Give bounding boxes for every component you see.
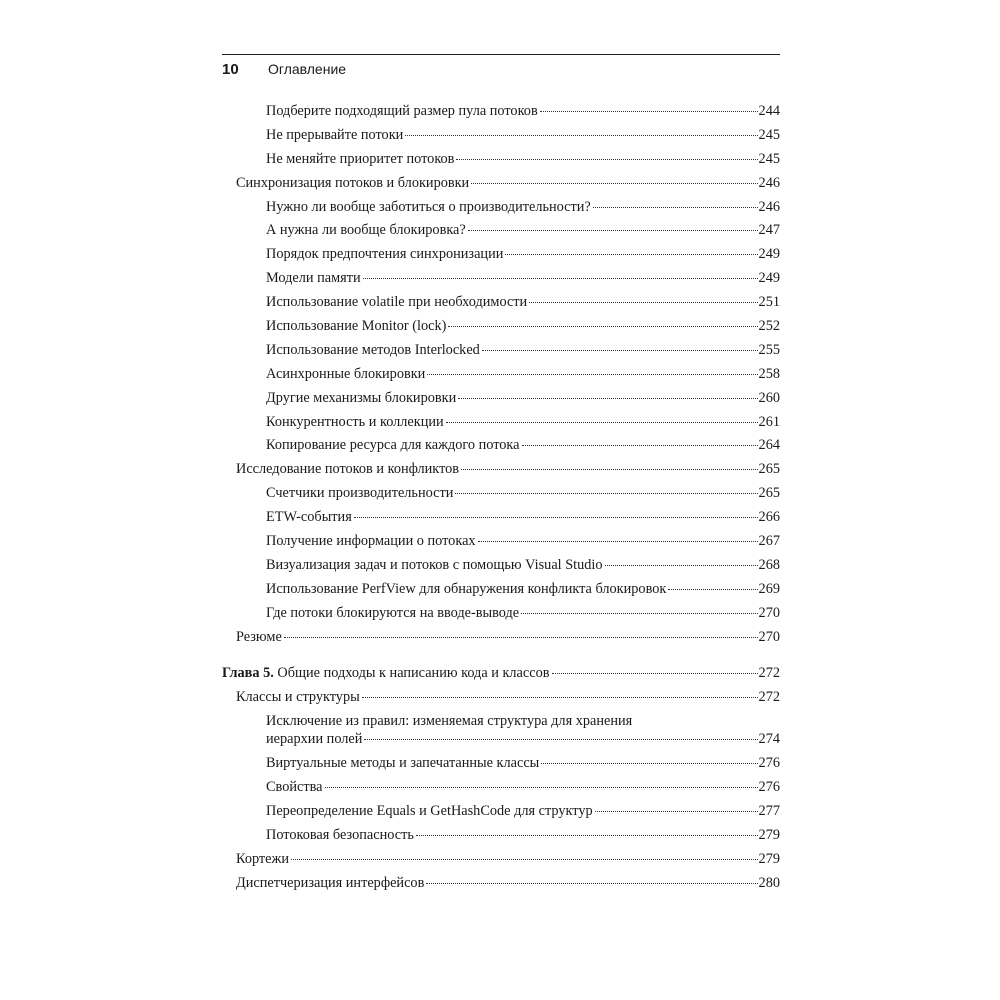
dot-leader	[363, 278, 758, 279]
toc-section	[222, 174, 780, 198]
chapter-label: Глава 5.	[222, 665, 274, 682]
dot-leader	[455, 493, 757, 494]
toc-entry-title: А нужна ли вообще блокировка?	[266, 222, 466, 239]
dot-leader	[362, 697, 758, 698]
toc-entry	[222, 150, 780, 174]
toc-entry-page: 264	[758, 437, 780, 454]
toc-entry-title: Конкурентность и коллекции	[266, 413, 444, 430]
toc-entry-title: Использование PerfView для обнаружения конфликта блокировок	[266, 580, 667, 597]
header-rule	[222, 54, 780, 55]
toc-entry-page: 245	[758, 126, 780, 143]
toc-entry-title: Использование методов Interlocked	[266, 341, 480, 358]
toc-entry	[222, 826, 780, 850]
dot-leader	[482, 350, 758, 351]
toc-entry-title: Асинхронные блокировки	[266, 365, 426, 382]
toc-section-page: 265	[758, 461, 780, 478]
toc-entry	[222, 754, 780, 778]
toc-chapter	[222, 664, 780, 688]
toc-entry	[222, 532, 780, 556]
toc-section-title: Синхронизация потоков и блокировки	[236, 174, 470, 191]
toc-section-page: 270	[758, 628, 780, 645]
toc-entry-page: 244	[758, 103, 780, 119]
toc-section-title: Диспетчеризация интерфейсов	[236, 874, 425, 891]
toc-entry-title: Потоковая безопасность	[266, 826, 414, 843]
toc-section	[222, 628, 780, 652]
toc-entry-page: 279	[758, 826, 780, 843]
toc-entry	[222, 365, 780, 389]
toc-entry-title: Подберите подходящий размер пула потоков	[266, 103, 538, 119]
toc-entry-page: 251	[758, 294, 780, 311]
toc-section	[222, 460, 780, 484]
toc-entry-page: 260	[758, 389, 780, 406]
running-title: Оглавление	[268, 61, 347, 77]
toc-entry-title: Виртуальные методы и запечатанные классы	[266, 755, 540, 772]
toc-entry-title: Использование volatile при необходимости	[266, 294, 528, 311]
toc-entry-title: ETW-события	[266, 509, 352, 526]
toc-entry-page: 261	[758, 413, 780, 430]
toc-entry	[222, 778, 780, 802]
toc-entry-title: Порядок предпочтения синхронизации	[266, 246, 504, 263]
dot-leader	[426, 883, 757, 884]
toc-section-title: Классы и структуры	[236, 689, 360, 706]
dot-leader	[468, 230, 758, 231]
toc-entry-page: 255	[758, 341, 780, 358]
toc-entry-page: 247	[758, 222, 780, 239]
toc-section-title: Кортежи	[236, 850, 290, 867]
toc-entry-title: Где потоки блокируются на вводе-выводе	[266, 604, 520, 621]
toc-entry-page: 245	[758, 150, 780, 167]
dot-leader	[291, 859, 757, 860]
toc-entry	[222, 102, 780, 126]
toc-entry	[222, 198, 780, 222]
toc-entry-title-line2: иерархии полей	[266, 731, 363, 748]
dot-leader	[552, 673, 758, 674]
toc-entry-title: Нужно ли вообще заботиться о производительности?	[266, 198, 591, 215]
toc-entry-title: Другие механизмы блокировки	[266, 389, 457, 406]
toc-entry-page: 274	[758, 731, 780, 748]
dot-leader	[284, 637, 758, 638]
toc-section	[222, 874, 780, 898]
toc-entry-page: 252	[758, 318, 780, 335]
toc-entry-title: Свойства	[266, 779, 323, 796]
toc-entry-page: 276	[758, 779, 780, 796]
dot-leader	[541, 763, 757, 764]
toc-entry-page: 276	[758, 755, 780, 772]
toc-entry	[222, 436, 780, 460]
toc-entry-page: 249	[758, 246, 780, 263]
toc-chapter-page: 272	[758, 665, 780, 682]
dot-leader	[540, 111, 758, 112]
toc-entry	[222, 317, 780, 341]
toc-section-title: Исследование потоков и конфликтов	[236, 461, 460, 478]
toc-entry	[222, 604, 780, 628]
dot-leader	[478, 541, 758, 542]
toc-entry	[222, 341, 780, 365]
toc-entry	[222, 580, 780, 604]
toc-entry-title: Визуализация задач и потоков с помощью Visual Studio	[266, 556, 603, 573]
dot-leader	[595, 811, 758, 812]
toc-entry	[222, 221, 780, 245]
toc-entry-page: 267	[758, 533, 780, 550]
toc-entry	[222, 245, 780, 269]
toc-entry-title: Счетчики производительности	[266, 485, 454, 502]
toc-entry-page: 265	[758, 485, 780, 502]
dot-leader	[448, 326, 757, 327]
toc-section-page: 246	[758, 174, 780, 191]
dot-leader	[416, 835, 758, 836]
toc-entry-page: 246	[758, 198, 780, 215]
toc-entry	[222, 269, 780, 293]
dot-leader	[668, 589, 757, 590]
toc-chapter-title	[222, 664, 550, 682]
toc-entry-page: 270	[758, 604, 780, 621]
dot-leader	[529, 302, 757, 303]
dot-leader	[405, 135, 757, 136]
toc-entry	[222, 389, 780, 413]
dot-leader	[471, 183, 757, 184]
toc-entry	[222, 802, 780, 826]
toc-section-page: 279	[758, 850, 780, 867]
dot-leader	[522, 445, 758, 446]
toc-section-title: Резюме	[236, 628, 282, 645]
toc-entry-page: 268	[758, 556, 780, 573]
toc-entry	[222, 508, 780, 532]
toc-section	[222, 688, 780, 712]
toc-entry-title: Модели памяти	[266, 270, 361, 287]
toc-entry	[222, 293, 780, 317]
toc-entry-title: Переопределение Equals и GetHashCode для структур	[266, 803, 593, 820]
toc-entry-page: 277	[758, 803, 780, 820]
chapter-name: Общие подходы к написанию кода и классов	[277, 665, 550, 682]
dot-leader	[593, 207, 758, 208]
dot-leader	[354, 517, 758, 518]
toc-entry	[222, 126, 780, 150]
dot-leader	[446, 422, 758, 423]
table-of-contents	[222, 102, 780, 898]
book-page	[222, 54, 780, 954]
dot-leader	[456, 159, 757, 160]
toc-entry-title-line1: Исключение из правил: изменяемая структура для хранения	[266, 713, 633, 730]
running-header	[222, 61, 346, 81]
toc-entry-title: Не прерывайте потоки	[266, 126, 404, 143]
toc-entry-title: Копирование ресурса для каждого потока	[266, 437, 520, 454]
toc-section-page: 280	[758, 874, 780, 891]
toc-entry-title: Не меняйте приоритет потоков	[266, 150, 455, 167]
toc-entry-title: Использование Monitor (lock)	[266, 318, 447, 335]
toc-entry	[222, 484, 780, 508]
dot-leader	[461, 469, 758, 470]
toc-entry-title: Получение информации о потоках	[266, 533, 476, 550]
dot-leader	[427, 374, 757, 375]
toc-entry-page: 266	[758, 509, 780, 526]
dot-leader	[364, 739, 757, 740]
toc-section-page: 272	[758, 689, 780, 706]
toc-entry-multiline	[222, 712, 780, 749]
toc-entry-page: 269	[758, 580, 780, 597]
toc-entry	[222, 413, 780, 437]
toc-entry	[222, 556, 780, 580]
toc-entry-page: 258	[758, 365, 780, 382]
toc-entry-line2	[266, 730, 780, 749]
toc-entry-page: 249	[758, 270, 780, 287]
dot-leader	[325, 787, 758, 788]
dot-leader	[458, 398, 757, 399]
dot-leader	[521, 613, 757, 614]
dot-leader	[505, 254, 757, 255]
page-number: 10	[222, 61, 239, 78]
toc-section	[222, 850, 780, 874]
dot-leader	[605, 565, 758, 566]
